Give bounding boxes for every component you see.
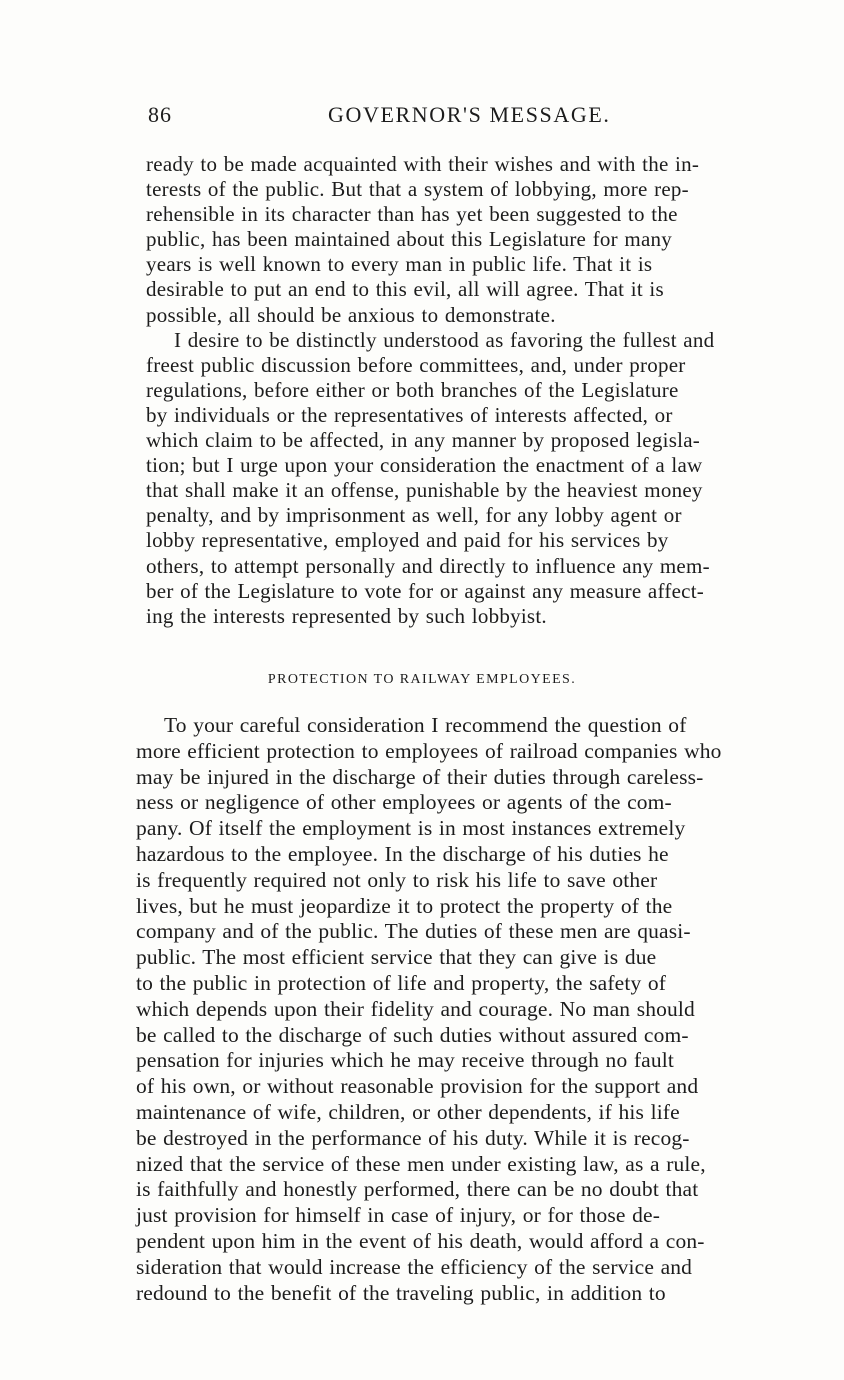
text-line: others, to attempt personally and directly to influence any mem- [146, 553, 710, 578]
text-line: regulations, before either or both branches of the Legislature [146, 377, 679, 402]
text-line: ready to be made acquainted with their wishes and with the in- [146, 152, 700, 176]
text-line: To your careful consideration I recommend the question of [164, 713, 687, 737]
text-line: which depends upon their fidelity and courage. No man should [136, 996, 695, 1021]
text-line: is frequently required not only to risk his life to save other [136, 867, 658, 892]
page-number: 86 [148, 102, 172, 127]
text-line: that shall make it an offense, punishable by the heaviest money [146, 478, 703, 503]
text-line: ing the interests represented by such lobbyist. [146, 603, 547, 628]
text-line: public, has been maintained about this Legislature for many [146, 227, 673, 252]
text-line: ness or negligence of other employees or agents of the com- [136, 790, 672, 815]
text-line: maintenance of wife, children, or other dependents, if his life [136, 1099, 680, 1124]
text-line: just provision for himself in case of injury, or for those de- [136, 1203, 661, 1228]
text-line: I desire to be distinctly understood as favoring the fullest and [174, 327, 715, 352]
text-line: pendent upon him in the event of his death, would afford a con- [136, 1228, 705, 1253]
text-line: pensation for injuries which he may receive through no fault [136, 1048, 675, 1073]
text-line: public. The most efficient service that they can give is due [136, 945, 657, 970]
text-line: penalty, and by imprisonment as well, for any lobby agent or [146, 503, 682, 528]
text-line: to the public in protection of life and property, the safety of [136, 970, 667, 995]
text-line: sideration that would increase the efficiency of the service and [136, 1254, 693, 1279]
text-line: desirable to put an end to this evil, all will agree. That it is [146, 277, 664, 302]
running-title: GOVERNOR'S MESSAGE. [328, 102, 611, 127]
text-line: ber of the Legislature to vote for or against any measure affect- [146, 578, 705, 603]
text-line: be destroyed in the performance of his duty. While it is recog- [136, 1125, 690, 1150]
text-line: nized that the service of these men under existing law, as a rule, [136, 1151, 706, 1176]
text-line: may be injured in the discharge of their duties through careless- [136, 764, 704, 789]
text-line: lives, but he must jeopardize it to protect the property of the [136, 893, 673, 918]
page-header [148, 102, 788, 134]
text-line: terests of the public. But that a system of lobbying, more rep- [146, 177, 689, 202]
text-line: rehensible in its character than has yet been suggested to the [146, 202, 678, 227]
text-line: possible, all should be anxious to demonstrate. [146, 302, 556, 327]
text-line: by individuals or the representatives of interests affected, or [146, 402, 673, 427]
text-line: redound to the benefit of the traveling public, in addition to [136, 1280, 666, 1305]
text-line: company and of the public. The duties of these men are quasi- [136, 919, 691, 944]
text-line: freest public discussion before committees, and, under proper [146, 352, 686, 377]
paragraph-lobby-law [146, 328, 796, 629]
text-line: which claim to be affected, in any manner by proposed legisla- [146, 428, 701, 453]
text-line: pany. Of itself the employment is in most instances extremely [136, 816, 686, 841]
text-line: more efficient protection to employees of railroad companies who [136, 738, 722, 763]
text-line: years is well known to every man in public life. That it is [146, 252, 653, 277]
railway-text-block [136, 713, 786, 1306]
text-line: be called to the discharge of such duties without assured com- [136, 1022, 689, 1047]
paragraph-lobbying-continued [146, 152, 796, 328]
text-line: hazardous to the employee. In the discharge of his duties he [136, 841, 669, 866]
text-line: of his own, or without reasonable provision for the support and [136, 1074, 699, 1099]
text-line: lobby representative, employed and paid for his services by [146, 528, 669, 553]
text-line: tion; but I urge upon your consideration the enactment of a law [146, 453, 703, 478]
text-line: is faithfully and honestly performed, there can be no doubt that [136, 1177, 699, 1202]
paragraph-railway-protection [136, 713, 786, 1306]
section-heading: PROTECTION TO RAILWAY EMPLOYEES. [267, 672, 577, 687]
top-text-block [146, 152, 796, 629]
